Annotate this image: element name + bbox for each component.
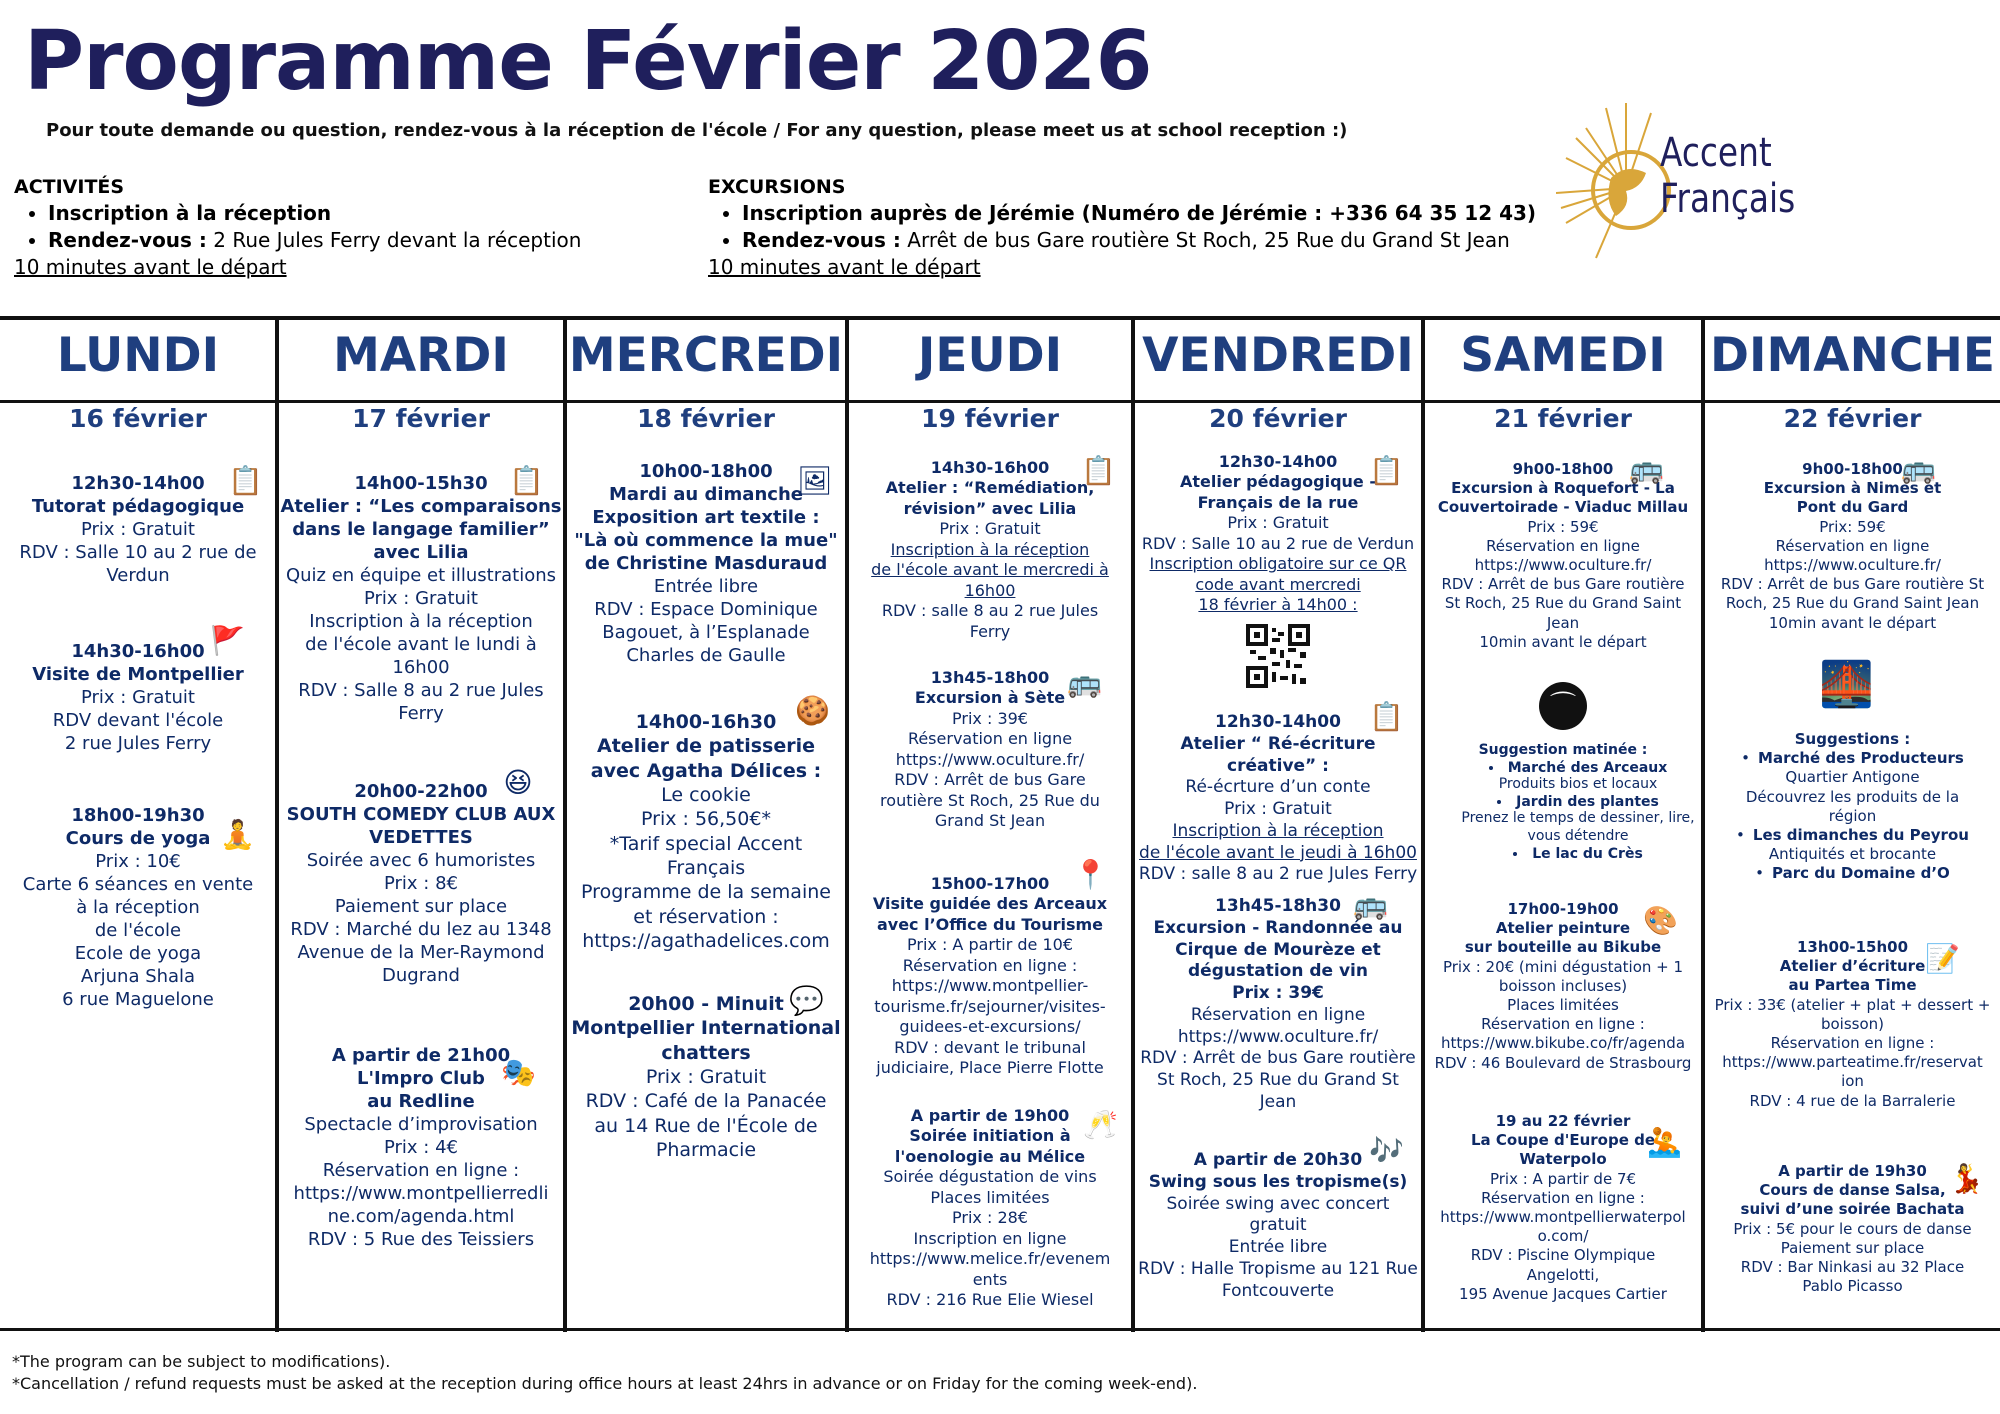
page-title: Programme Février 2026	[24, 14, 1152, 109]
event-block: 9h00-18h00 Excursion à Roquefort - La Couvertoirade - Viaduc Millau Prix : 59€ Réservation en ligne https://www.oculture.fr/ RDV : Arrêt de bus Gare routière St Roch, 25 Rue du Grand Saint Jean 10min avant le départ	[1437, 460, 1689, 651]
notebook-icon: 📋	[1081, 454, 1116, 487]
event-block: 13h45-18h00 Excursion à Sète Prix : 39€ Réservation en ligne https://www.oculture.fr/ RDV : Arrêt de bus Gare routière St Roch, 25 Rue du Grand St Jean	[880, 668, 1100, 831]
event-block: A partir de 21h00 L'Impro Club au Redline Spectacle d’improvisation Prix : 4€ Réservation en ligne : https://www.montpellierredli ne.com/agenda.html RDV : 5 Rue des Teissiers	[293, 1045, 549, 1251]
day-date: 18 février	[637, 404, 775, 433]
day-name: LUNDI	[56, 328, 220, 383]
event-block: 14h00-15h30 Atelier : “Les comparaisons dans le langage familier” avec Lilia Quiz en équipe et illustrations Prix : Gratuit Inscription à la réception de l'école avant le lundi à 16h00 RDV : Salle 8 au 2 rue Jules Ferry	[280, 473, 562, 725]
bus-icon: 🚌	[1901, 452, 1936, 485]
wine-glasses-icon: 🥂	[1083, 1108, 1118, 1141]
notebook-icon: 📋	[509, 464, 544, 497]
day-date: 17 février	[352, 404, 490, 433]
event-block: 14h00-16h30 Atelier de patisserie avec Agatha Délices : Le cookie Prix : 56,50€* *Tarif special Accent Français Programme de la semaine et réservation : https://agathadelices.com	[581, 711, 831, 952]
event-block: 9h00-18h00 Excursion à Nimes et Pont du Gard Prix: 59€ Réservation en ligne https://www.oculture.fr/ RDV : Arrêt de bus Gare routière St Roch, 25 Rue du Grand Saint Jean 10min avant le départ	[1720, 460, 1985, 632]
event-block: A partir de 19h00 Soirée initiation à l'oenologie au Mélice Soirée dégustation de vins Places limitées Prix : 28€ Inscription en ligne https://www.melice.fr/evenem ents RDV : 216 Rue Elie Wiesel	[869, 1106, 1111, 1310]
writing-icon: 📝	[1925, 942, 1960, 975]
day-name: SAMEDI	[1460, 328, 1666, 383]
bus-icon: 🚌	[1629, 452, 1664, 485]
day-name: MARDI	[333, 328, 509, 383]
dancers-icon: 💃	[1949, 1162, 1984, 1195]
day-date: 19 février	[921, 404, 1059, 433]
laughing-face-icon: 😆	[503, 766, 533, 799]
bus-icon: 🚌	[1353, 888, 1388, 921]
event-block: 14h30-16h00 Visite de Montpellier Prix : Gratuit RDV devant l'école 2 rue Jules Ferry	[32, 641, 244, 755]
event-block: 10h00-18h00 Mardi au dimanche Exposition art textile : "Là où commence la mue" de Christine Masduraud Entrée libre RDV : Espace Dominique Bagouet, à l’Esplanade Charles de Gaulle	[574, 461, 838, 667]
logo-text: Accent Français	[1660, 130, 1796, 222]
event-block: A partir de 20h30 Swing sous les tropisme(s) Soirée swing avec concert gratuit Entrée libre RDV : Halle Tropisme au 121 Rue Fontcouverte	[1138, 1150, 1418, 1301]
event-block: 20h00 - Minuit Montpellier International chatters Prix : Gratuit RDV : Café de la Panacée au 14 Rue de l'École de Pharmacie	[571, 993, 841, 1161]
activities-heading: ACTIVITÉS	[14, 176, 125, 198]
excursions-heading: EXCURSIONS	[708, 176, 846, 198]
day-date: 21 février	[1494, 404, 1632, 433]
notebook-icon: 📋	[1369, 700, 1404, 733]
excursions-item: • Rendez-vous : Arrêt de bus Gare routière St Roch, 25 Rue du Grand St Jean	[742, 228, 1536, 252]
day-date: 16 février	[69, 404, 207, 433]
event-block: 12h30-14h00 Atelier “ Ré-écriture créative” : Ré-écrture d’un conte Prix : Gratuit Inscription à la réception de l'école avant le jeudi à 16h00 RDV : salle 8 au 2 rue Jules Ferry	[1138, 712, 1418, 885]
event-block: 12h30-14h00 Tutorat pédagogique Prix : Gratuit RDV : Salle 10 au 2 rue de Verdun	[19, 473, 257, 587]
excursions-note: 10 minutes avant le départ	[708, 255, 981, 279]
event-block: 13h45-18h30 Excursion - Randonnée au Cirque de Mourèze et dégustation de vin Prix : 39€ Réservation en ligne https://www.oculture.fr/ RDV : Arrêt de bus Gare routière St Roch, 25 Rue du Grand St Jean	[1140, 896, 1416, 1112]
excursions-info	[708, 176, 1536, 279]
event-block: 13h00-15h00 Atelier d’écriture au Partea Time Prix : 33€ (atelier + plat + dessert + boisson) Réservation en ligne : https://www.parteatime.fr/reservat ion RDV : 4 rue de la Barralerie	[1714, 938, 1991, 1110]
art-exhibition-icon: 🖼	[797, 464, 833, 497]
activities-item: • Inscription à la réception	[48, 201, 581, 225]
swimmer-icon: 🤽	[1647, 1126, 1682, 1159]
bus-icon: 🚌	[1067, 666, 1102, 699]
activities-note: 10 minutes avant le départ	[14, 255, 287, 279]
event-block: 17h00-19h00 Atelier peinture sur bouteille au Bikube Prix : 20€ (mini dégustation + 1 boisson incluses) Places limitées Réservation en ligne : https://www.bikube.co/fr/agenda RDV : 46 Boulevard de Strasbourg	[1434, 900, 1692, 1072]
event-block: 18h00-19h30 Cours de yoga Prix : 10€ Carte 6 séances en vente à la réception de l'école Ecole de yoga Arjuna Shala 6 rue Maguelone	[22, 805, 254, 1011]
footer-note: *Cancellation / refund requests must be asked at the reception during office hours at least 24hrs in advance or on Friday for the coming week-end).	[12, 1374, 1198, 1393]
event-block: 20h00-22h00 SOUTH COMEDY CLUB AUX VEDETTES Soirée avec 6 humoristes Prix : 8€ Paiement sur place RDV : Marché du lez au 1348 Avenue de la Mer-Raymond Dugrand	[286, 781, 556, 987]
event-block: A partir de 19h30 Cours de danse Salsa, suivi d’une soirée Bachata Prix : 5€ pour le cours de danse Paiement sur place RDV : Bar Ninkasi au 32 Place Pablo Picasso	[1733, 1162, 1972, 1296]
footer-note: *The program can be subject to modifications).	[12, 1352, 391, 1371]
qr-code[interactable]	[1246, 624, 1310, 688]
day-date: 22 février	[1783, 404, 1922, 433]
palette-icon: 🎨	[1643, 904, 1678, 937]
activities-info	[14, 176, 581, 279]
day-date: 20 février	[1209, 404, 1347, 433]
chat-bubbles-icon: 💬	[789, 984, 824, 1017]
theater-masks-icon: 🎭	[501, 1056, 536, 1089]
notebook-icon: 📋	[228, 464, 263, 497]
grid-bottom-line	[0, 1328, 2000, 1331]
notebook-icon: 📋	[1369, 454, 1404, 487]
cookie-icon: 🍪	[795, 694, 830, 727]
event-block: 19 au 22 février La Coupe d'Europe de Waterpolo Prix : A partir de 7€ Réservation en ligne : https://www.montpellierwaterpol o.com/ RDV : Piscine Olympique Angelotti, 195 Avenue Jacques Cartier	[1440, 1112, 1686, 1303]
music-notes-icon: 🎶	[1369, 1134, 1404, 1167]
event-block: Suggestion matinée : • Marché des Arceaux Produits bios et locaux • Jardin des plantes Prenez le temps de dessiner, lire, vous détendre • Le lac du Crès	[1425, 742, 1701, 862]
yoga-icon: 🧘	[220, 818, 255, 851]
page-subtitle: Pour toute demande ou question, rendez-vous à la réception de l'école / For any question, please meet us at school reception :)	[46, 120, 1348, 141]
day-name: JEUDI	[917, 328, 1063, 383]
day-name: DIMANCHE	[1710, 328, 1995, 383]
flag-icon: 🚩	[210, 624, 245, 657]
aqueduct-icon: 🌉	[1819, 659, 1874, 710]
excursions-item: • Inscription auprès de Jérémie (Numéro de Jérémie : +336 64 35 12 43)	[742, 201, 1536, 225]
grid-top-line	[0, 316, 2000, 320]
day-name: VENDREDI	[1142, 328, 1414, 383]
event-block: 15h00-17h00 Visite guidée des Arceaux avec l’Office du Tourisme Prix : A partir de 10€ Réservation en ligne : https://www.montpellier- tourisme.fr/sejourner/visites- guidees-et-excursions/ RDV : devant le tribunal judiciaire, Place Pierre Flotte	[872, 874, 1108, 1078]
location-pin-icon: 📍	[1073, 858, 1108, 891]
day-name: MERCREDI	[568, 328, 844, 383]
event-block: 14h30-16h00 Atelier : “Remédiation, révision” avec Lilia Prix : Gratuit Inscription à la réception de l'école avant le mercredi à 16h00 RDV : salle 8 au 2 rue Jules Ferry	[871, 458, 1109, 641]
event-block: Suggestions : • Marché des Producteurs Quartier Antigone Découvrez les produits de la région • Les dimanches du Peyrou Antiquités et brocante • Parc du Domaine d’O	[1736, 730, 1969, 883]
activities-item: • Rendez-vous : 2 Rue Jules Ferry devant la réception	[48, 228, 581, 252]
bridge-icon: ⌒	[1539, 682, 1587, 730]
event-block: 12h30-14h00 Atelier pédagogique - Français de la rue Prix : Gratuit RDV : Salle 10 au 2 rue de Verdun Inscription obligatoire sur ce QR code avant mercredi 18 février à 14h00 :	[1141, 452, 1415, 615]
grid-header-line	[0, 400, 2000, 403]
